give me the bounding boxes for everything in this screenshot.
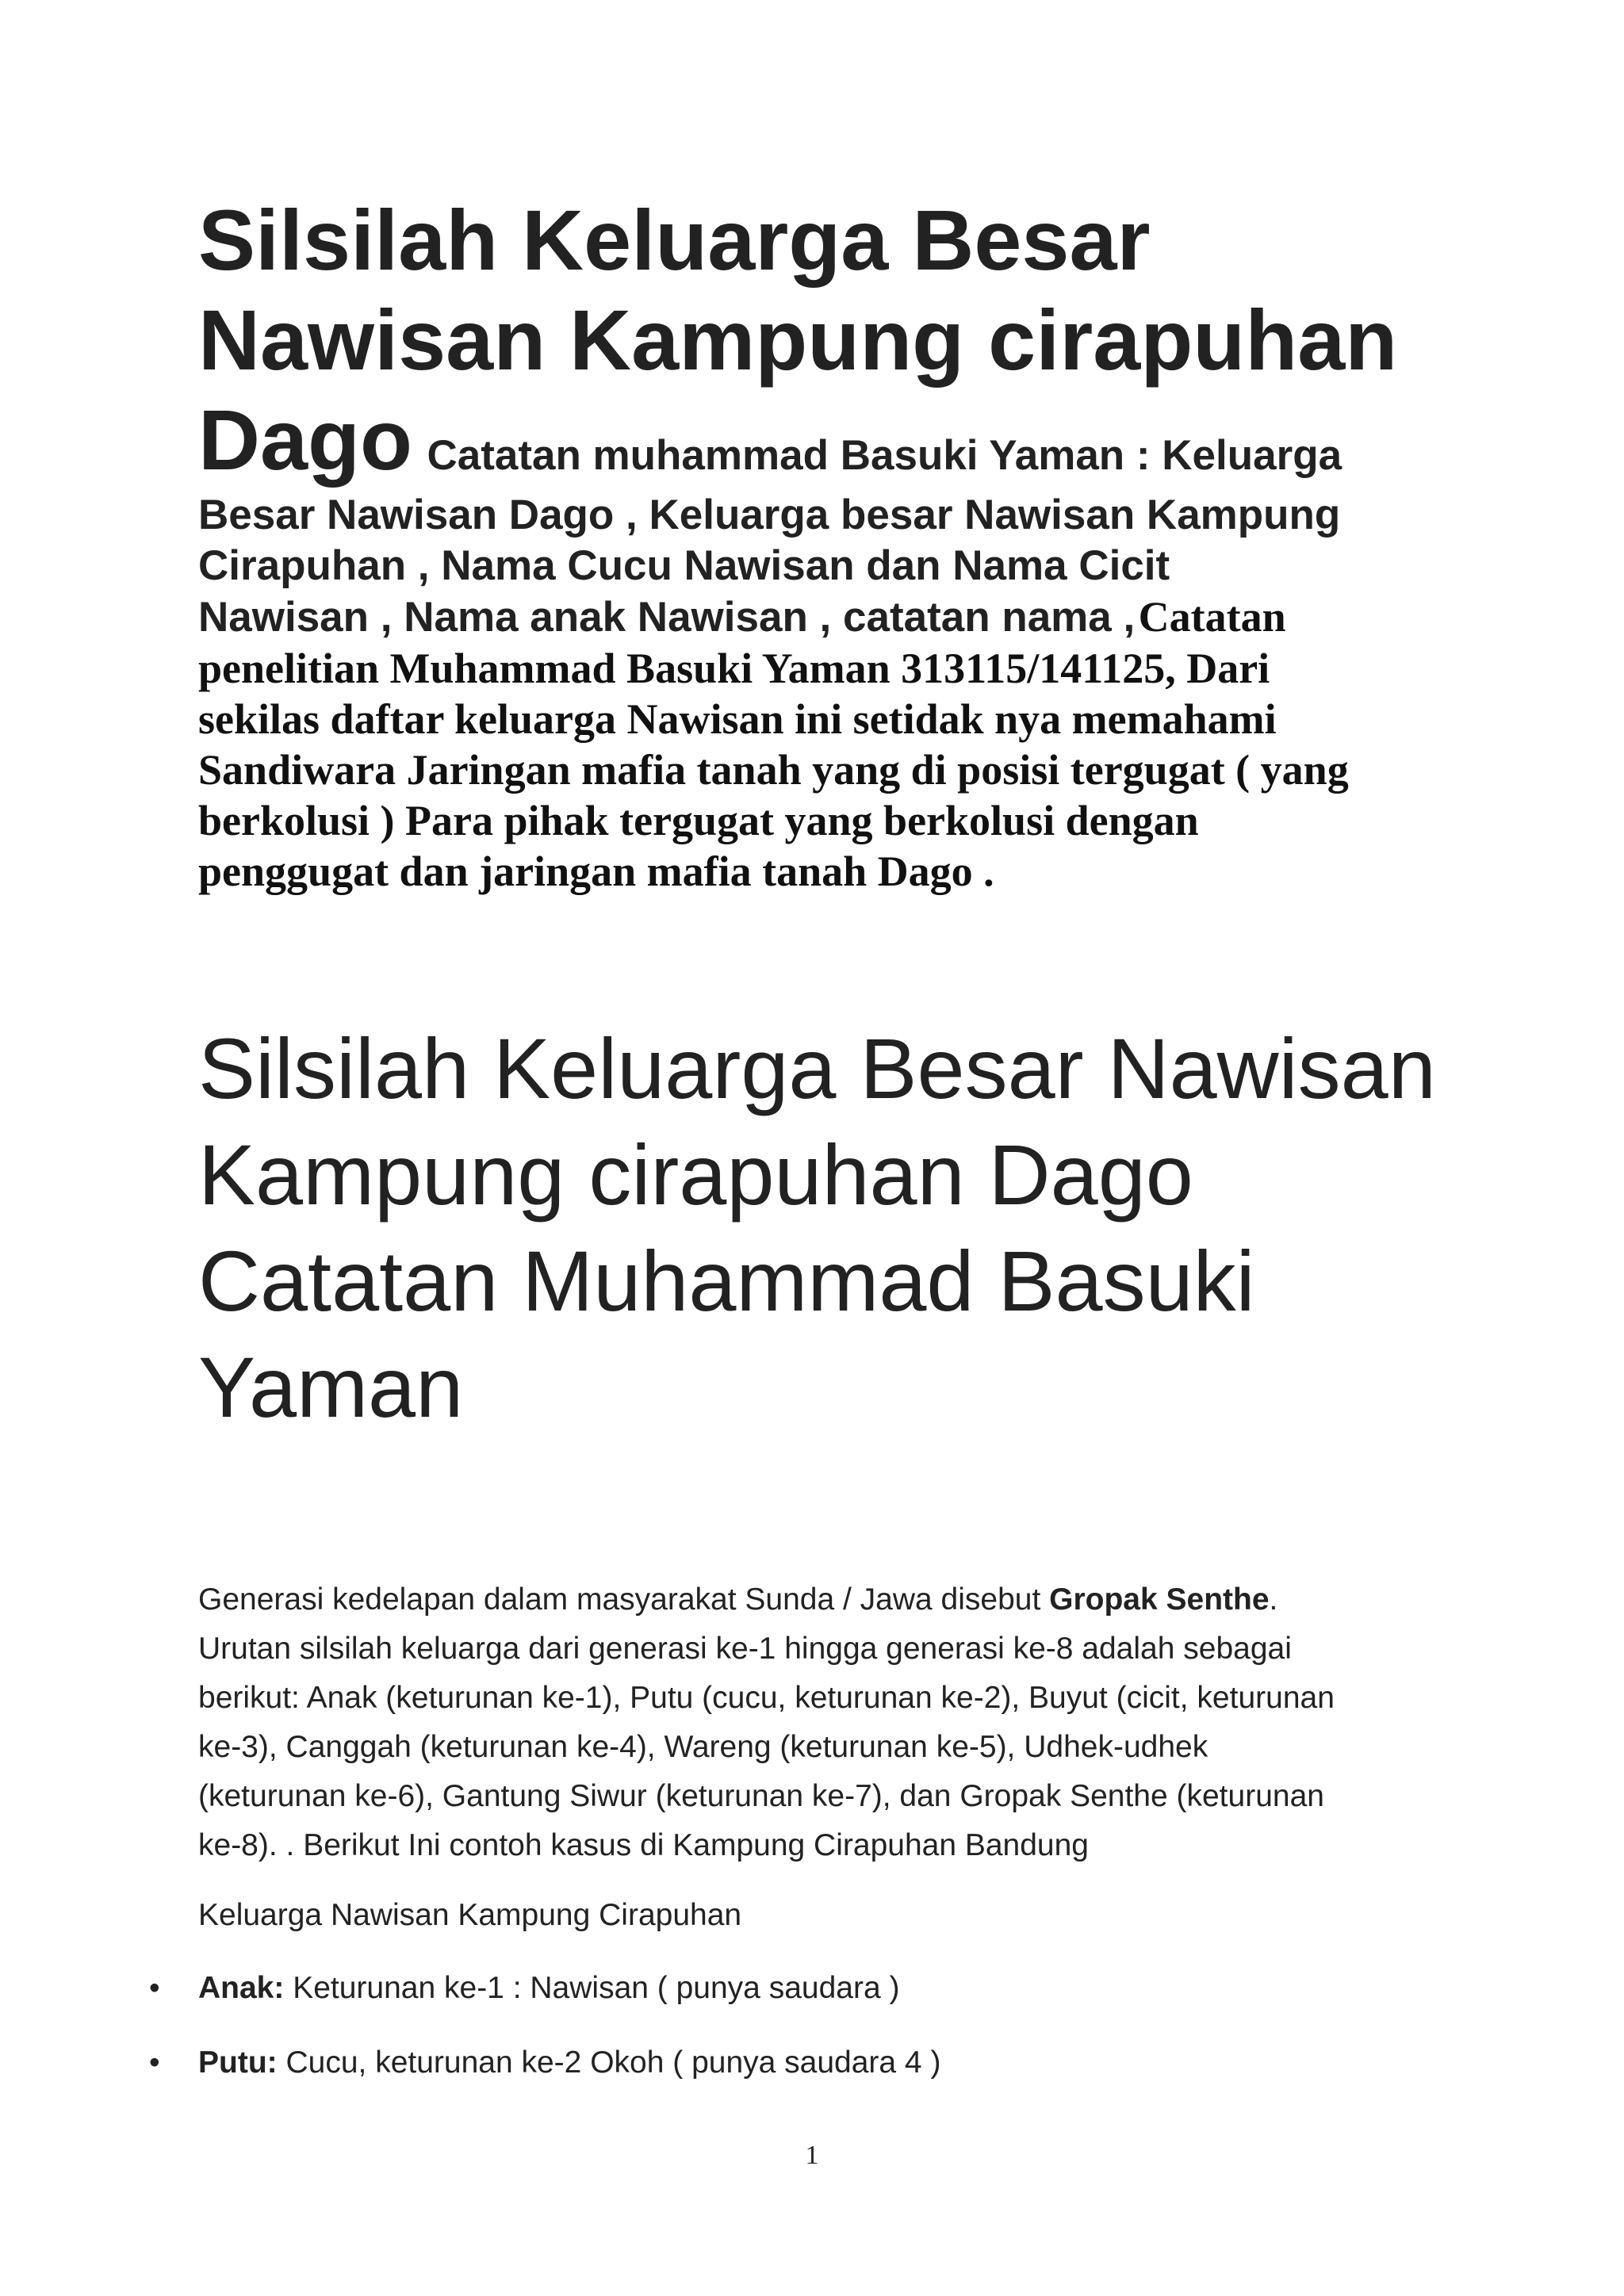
family-subheading: Keluarga Nawisan Kampung Cirapuhan: [198, 1898, 742, 1932]
heading-line: Kampung cirapuhan Dago: [198, 1127, 1193, 1223]
title-serif-line: penelitian Muhammad Basuki Yaman 313115/141125, Dari: [198, 645, 1270, 692]
paragraph-line: [198, 1575, 1451, 1624]
bullet-icon: •: [149, 2045, 160, 2080]
page-number: 1: [805, 2141, 819, 2170]
intro-paragraph: [198, 1575, 1451, 1870]
paragraph-bold-term: Gropak Senthe: [1049, 1582, 1270, 1617]
title-line: Nawisan Kampung cirapuhan: [198, 292, 1398, 388]
heading-line: Silsilah Keluarga Besar Nawisan: [198, 1020, 1436, 1116]
title-word-dago: Dago: [198, 392, 412, 488]
title-subtitle-line: Nawisan , Nama anak Nawisan , catatan nama ,: [198, 594, 1136, 641]
paragraph-line: (keturunan ke-6), Gantung Siwur (keturunan ke-7), dan Gropak Senthe (keturunan: [198, 1779, 1324, 1813]
title-line: Silsilah Keluarga Besar: [198, 192, 1151, 288]
paragraph-text: Generasi kedelapan dalam masyarakat Sunda / Jawa disebut: [198, 1582, 1050, 1617]
title-subtitle-line: Besar Nawisan Dago , Keluarga besar Nawisan Kampung: [198, 492, 1341, 538]
title-serif-line: berkolusi ) Para pihak tergugat yang berkolusi dengan: [198, 797, 1199, 844]
paragraph-line: berikut: Anak (keturunan ke-1), Putu (cucu, keturunan ke-2), Buyut (cicit, keturunan: [198, 1681, 1335, 1715]
paragraph-line: ke-3), Canggah (keturunan ke-4), Wareng (keturunan ke-5), Udhek-udhek: [198, 1730, 1208, 1764]
section-heading: [198, 1016, 1451, 1441]
bullet-icon: •: [149, 1971, 160, 2005]
list-item-label: Anak:: [198, 1971, 285, 2005]
title-serif-start: Catatan: [1138, 593, 1286, 641]
list-item: [149, 1964, 1451, 2013]
heading-line: Catatan Muhammad Basuki: [198, 1233, 1255, 1329]
list-item-text: Keturunan ke-1 : Nawisan ( punya saudara ): [284, 1971, 900, 2005]
paragraph-text: .: [1269, 1582, 1278, 1617]
list-item-text: Cucu, keturunan ke-2 Okoh ( punya saudara 4 ): [277, 2045, 941, 2080]
title-line-mixed: [198, 390, 1451, 490]
page-content: [149, 190, 1451, 2113]
title-subtitle-line: Cirapuhan , Nama Cucu Nawisan dan Nama Cicit: [198, 542, 1170, 589]
heading-line: Yaman: [198, 1339, 464, 1435]
title-serif-line: sekilas daftar keluarga Nawisan ini setidak nya memahami: [198, 695, 1277, 743]
generation-list: [149, 1964, 1451, 2087]
list-item: [149, 2038, 1451, 2087]
title-subtitle-start: Catatan muhammad Basuki Yaman : Keluarga: [427, 432, 1342, 479]
title-serif-line: Sandiwara Jaringan mafia tanah yang di posisi tergugat ( yang: [198, 746, 1349, 794]
title-serif-line: penggugat dan jaringan mafia tanah Dago .: [198, 848, 994, 895]
paragraph-line: ke-8). . Berikut Ini contoh kasus di Kampung Cirapuhan Bandung: [198, 1828, 1090, 1862]
title-subtitle-mixed: [198, 591, 1451, 643]
list-item-label: Putu:: [198, 2045, 278, 2080]
paragraph-line: Urutan silsilah keluarga dari generasi ke-1 hingga generasi ke-8 adalah sebagai: [198, 1632, 1292, 1666]
document-title: [198, 190, 1451, 897]
